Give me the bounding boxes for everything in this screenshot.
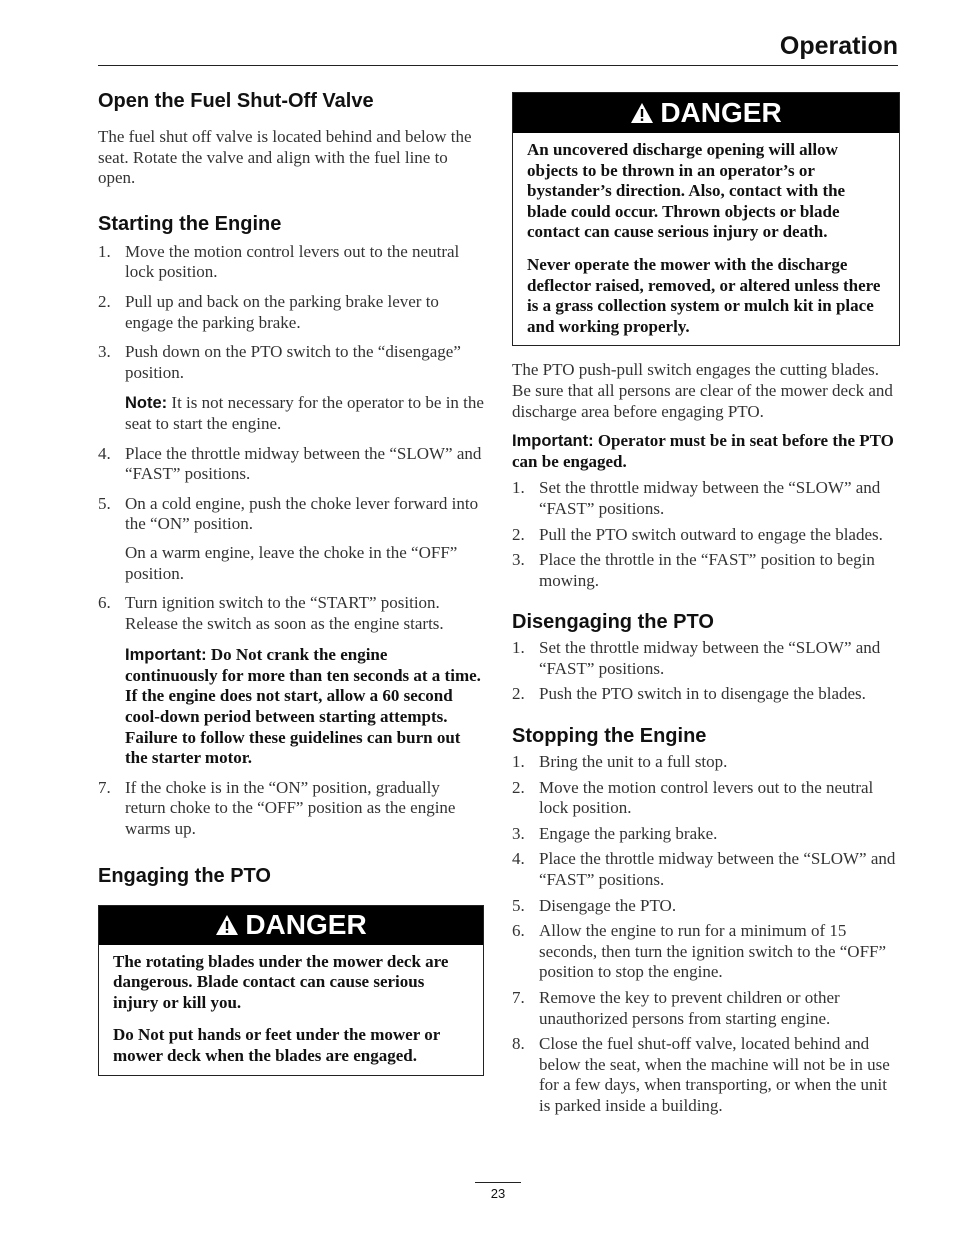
step-text: Move the motion control levers out to the neutral lock position. (539, 777, 874, 818)
step-number: 3. (512, 550, 525, 570)
step-text: Turn ignition switch to the “START” position. Release the switch as soon as the engine starts. (125, 593, 444, 633)
step-text: Close the fuel shut-off valve, located behind and below the seat, when the machine will not be in use for a few days, when transporting, or when the unit is parked inside a building. (539, 1034, 890, 1115)
danger-header (513, 93, 899, 133)
danger-label: DANGER (660, 97, 782, 128)
step-text: Set the throttle midway between the “SLOW” and “FAST” positions. (539, 638, 881, 678)
starting-steps-cont-2 (98, 593, 484, 634)
starting-steps-cont-3 (98, 778, 484, 840)
step-text: Bring the unit to a full stop. (539, 752, 728, 772)
list-item (512, 638, 900, 679)
important-note (512, 431, 900, 472)
list-item (512, 824, 900, 845)
step-number: 3. (98, 342, 111, 362)
danger-text-1: An uncovered discharge opening will allow objects to be thrown in an operator’s or bystander’s direction. Also, contact with the blade could occur. Thrown objects or blade contact can cause serious injury or death. (527, 140, 846, 242)
step-number: 7. (512, 988, 525, 1007)
list-item (512, 896, 900, 917)
list-item (512, 550, 900, 591)
danger-box-blades (98, 905, 484, 1076)
step-text: Place the throttle in the “FAST” position to begin mowing. (539, 550, 875, 590)
step-number: 1. (512, 752, 525, 772)
step-number: 2. (98, 291, 111, 311)
step-text: Push the PTO switch in to disengage the blades. (539, 684, 866, 704)
warm-engine-text: On a warm engine, leave the choke in the “OFF” position. (125, 542, 458, 583)
important-label: Important: (125, 646, 207, 665)
section-title: Operation (779, 32, 898, 60)
step-text: Set the throttle midway between the “SLOW” and “FAST” positions. (539, 478, 881, 518)
list-item (512, 921, 900, 983)
list-item (512, 1034, 900, 1116)
header-divider (98, 65, 898, 66)
step-number: 4. (512, 849, 525, 869)
list-item (512, 684, 900, 705)
list-item (98, 778, 484, 840)
step-number: 6. (512, 921, 525, 941)
warning-triangle-icon (630, 102, 654, 124)
important-note (98, 645, 484, 769)
step-number: 6. (98, 593, 111, 613)
warning-triangle-icon (215, 914, 239, 936)
step-text: Place the throttle midway between the “SLOW” and “FAST” positions. (125, 443, 482, 484)
danger-text-2: Never operate the mower with the discharge deflector raised, removed, or altered unless there is a grass collection system or mulch kit in place and working properly. (527, 254, 881, 336)
list-item (98, 292, 484, 333)
danger-text-2: Do Not put hands or feet under the mower or mower deck when the blades are engaged. (113, 1025, 440, 1065)
note (98, 393, 484, 434)
list-item (512, 988, 900, 1029)
engaging-pto-heading: Engaging the PTO (98, 864, 271, 887)
step-text: Engage the parking brake. (539, 823, 718, 843)
list-item (512, 752, 900, 773)
note-text: It is not necessary for the operator to be in the seat to start the engine. (125, 393, 484, 433)
right-column (512, 92, 900, 1117)
footer-divider (475, 1182, 521, 1183)
step-number: 2. (512, 524, 525, 544)
step-text: On a cold engine, push the choke lever forward into the “ON” position. (125, 493, 479, 534)
step-number: 2. (512, 684, 525, 704)
list-item (512, 525, 900, 546)
step-number: 7. (98, 777, 111, 797)
engage-steps (512, 478, 900, 591)
important-label: Important: (512, 432, 594, 451)
danger-body (99, 945, 483, 1075)
step-text: Disengage the PTO. (539, 895, 677, 915)
starting-engine-heading: Starting the Engine (98, 212, 282, 235)
starting-steps (98, 242, 484, 384)
step-text: Allow the engine to run for a minimum of 15 seconds, then turn the ignition switch to the “OFF” position to stop the engine. (539, 921, 887, 982)
step-text: Pull the PTO switch outward to engage the blades. (539, 524, 883, 544)
list-item (98, 242, 484, 283)
step-number: 5. (98, 493, 111, 513)
disengaging-pto-heading: Disengaging the PTO (512, 611, 714, 634)
step-number: 8. (512, 1034, 525, 1054)
stopping-steps (512, 752, 900, 1117)
step-text: Push down on the PTO switch to the “disengage” position. (125, 342, 461, 382)
stopping-engine-heading: Stopping the Engine (512, 725, 707, 748)
step-text: Remove the key to prevent children or other unauthorized persons from starting engine. (539, 988, 840, 1028)
step-number: 1. (98, 241, 111, 261)
note-label: Note: (125, 394, 168, 413)
list-item (98, 444, 484, 485)
starting-steps-cont (98, 444, 484, 535)
list-item (98, 593, 484, 634)
step-text: If the choke is in the “ON” position, gradually return choke to the “OFF” position as the engine warms up. (125, 777, 456, 839)
step-number: 1. (512, 638, 525, 658)
fuel-valve-heading: Open the Fuel Shut-Off Valve (98, 90, 374, 112)
list-item (512, 778, 900, 819)
danger-box-discharge (512, 92, 900, 346)
step-number: 5. (512, 895, 525, 915)
step-number: 3. (512, 823, 525, 843)
list-item (512, 849, 900, 890)
step-number: 1. (512, 478, 525, 498)
step-number: 2. (512, 777, 525, 797)
danger-label: DANGER (245, 909, 367, 941)
fuel-valve-text: The fuel shut off valve is located behind and below the seat. Rotate the valve and align with the fuel line to open. (98, 127, 472, 188)
step-number: 4. (98, 443, 111, 463)
list-item (98, 494, 484, 535)
step-text: Pull up and back on the parking brake lever to engage the parking brake. (125, 291, 439, 332)
left-column (98, 88, 484, 1076)
disengage-steps (512, 638, 900, 705)
step-text: Place the throttle midway between the “SLOW” and “FAST” positions. (539, 849, 896, 890)
list-item (512, 478, 900, 519)
step-text: Move the motion control levers out to the neutral lock position. (125, 241, 460, 282)
page-number: 23 (490, 1186, 506, 1201)
list-item (98, 342, 484, 383)
important-text: Do Not crank the engine continuously for more than ten seconds at a time. If the engine does not start, allow a 60 second cool-down period between starting attempts. Failure to follow these guidelines can burn out the starter motor. (125, 645, 481, 768)
pto-description: The PTO push-pull switch engages the cutting blades. Be sure that all persons are clear of the mower deck and discharge area before engaging PTO. (512, 360, 893, 421)
danger-body (513, 133, 899, 345)
danger-text-1: The rotating blades under the mower deck are dangerous. Blade contact can cause serious injury or kill you. (113, 951, 449, 1012)
danger-header (99, 906, 483, 945)
important-text: Operator must be in seat before the PTO can be engaged. (512, 431, 894, 471)
